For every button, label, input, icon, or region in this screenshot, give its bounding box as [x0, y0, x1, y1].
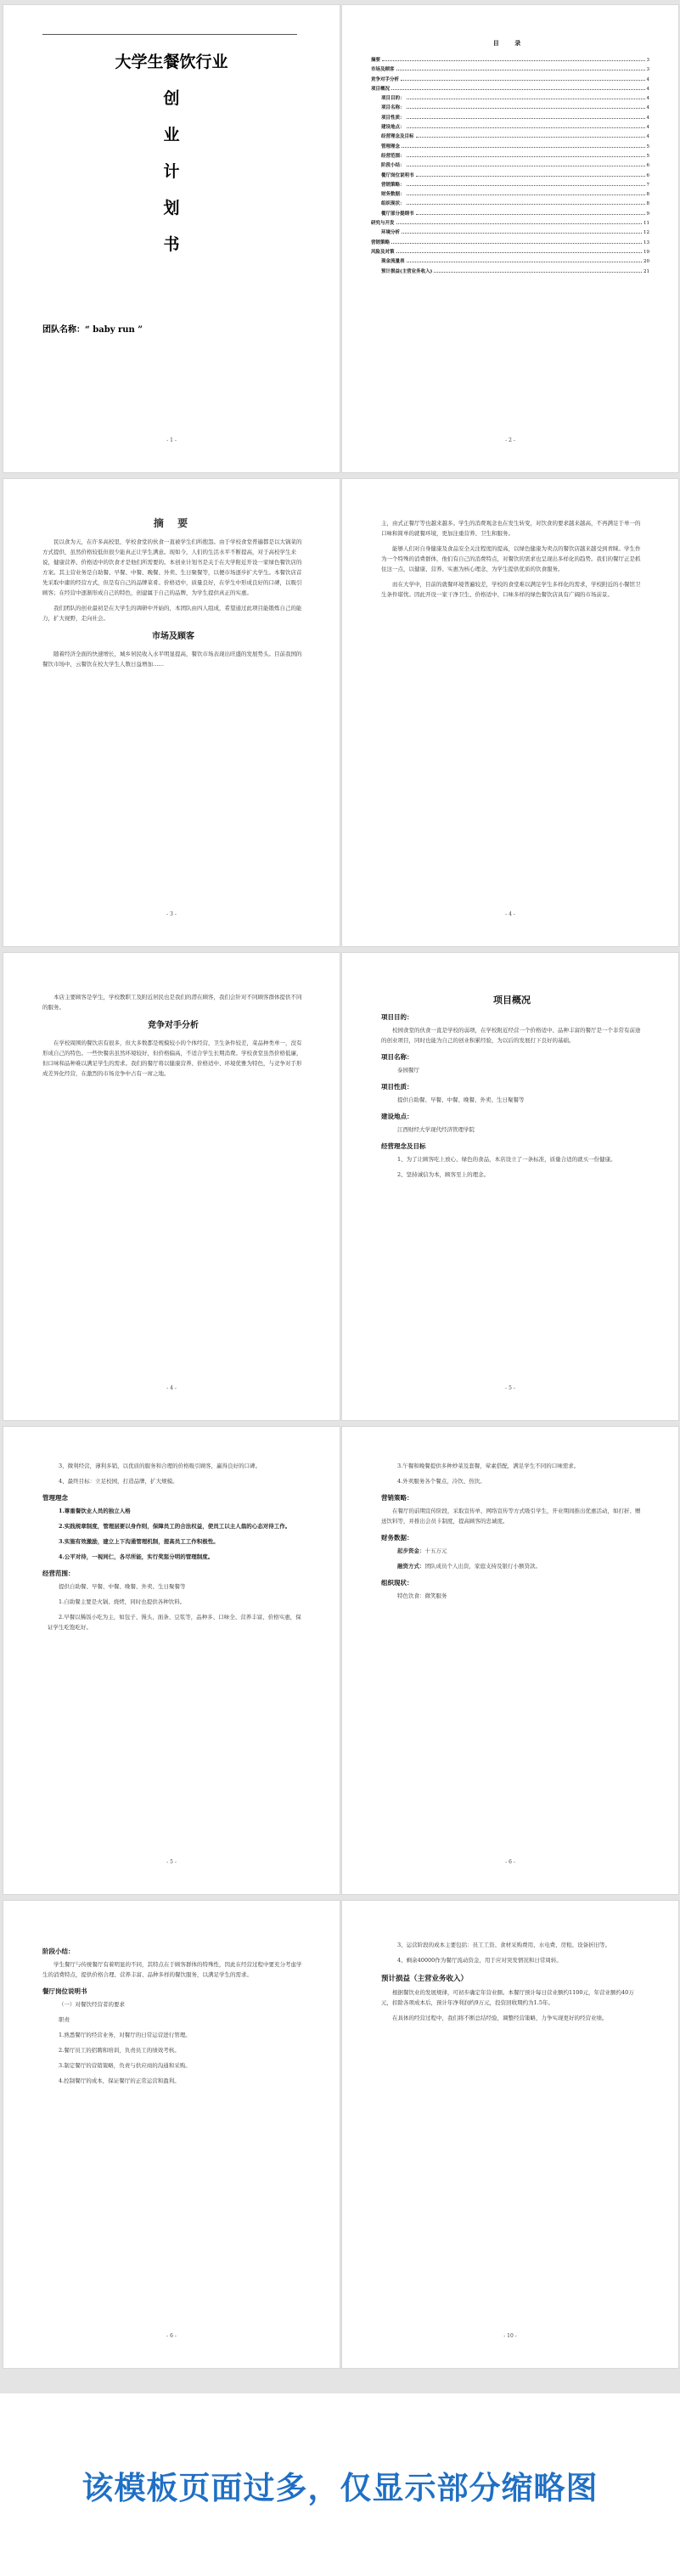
- finance-section: [381, 1461, 643, 1606]
- toc-leader-dots: [407, 118, 645, 119]
- jobs-item: 4.控制餐厅的成本，保证餐厅的正常运营和盈利。: [59, 2077, 180, 2084]
- finance-title: 财务数据：: [381, 1534, 413, 1542]
- page-number: - 5 -: [166, 1859, 177, 1865]
- toc-leader-dots: [391, 243, 642, 244]
- toc-title: 目 录: [492, 39, 528, 47]
- toc-leader-dots: [416, 214, 645, 215]
- toc-entry-label: 摘要: [371, 58, 381, 63]
- toc-entry-page: 13: [643, 240, 649, 245]
- toc-leader-dots: [407, 156, 645, 157]
- abstract-page: [3, 479, 340, 946]
- jobs-duty-label: 职责: [59, 2016, 70, 2023]
- toc-leader-dots: [407, 185, 645, 186]
- page-number: - 4 -: [505, 911, 515, 917]
- page-number: - 3 -: [166, 911, 177, 917]
- forecast-paragraph: 根据餐饮业的发展规律，可初步确定年营业额。本餐厅预计每日营业额约1100元，年营业额约40万元，扣除各项成本后，预计年净利润约9万元，投资回收期约为1.5年。: [381, 1989, 634, 2006]
- toc-entry-label: 研究与开发: [371, 221, 395, 227]
- forecast-section: [381, 1940, 643, 2028]
- toc-leader-dots: [407, 204, 645, 205]
- toc-entry[interactable]: [371, 268, 649, 277]
- cost-item: 4、剩余40000作为餐厅流动资金，用于应对突发情况和日常周转。: [397, 1957, 562, 1964]
- marketing-paragraph: 在餐厅的前期宣传阶段，采取宣传单、网络宣传等方式吸引学生，开业期间推出优惠活动，如打折、赠送饮料等，并推出会员卡制度，提高顾客的忠诚度。: [381, 1508, 641, 1525]
- nature-value: 提供自助餐、早餐、中餐、晚餐、外卖、生日聚餐等: [397, 1096, 525, 1103]
- toc-entry[interactable]: [371, 56, 649, 65]
- toc-entry-label: 项目性质：: [381, 115, 405, 121]
- toc-leader-dots: [401, 80, 644, 81]
- market-title: 市场及顾客: [152, 632, 194, 641]
- toc-entry[interactable]: [371, 200, 649, 209]
- toc-entry[interactable]: [371, 132, 649, 142]
- cover-title-line: 业: [163, 126, 180, 144]
- abstract-paragraph: 民以食为天，在许多高校里，学校食堂的伙食一直被学生们所抱怨。由于学校食堂普遍都是以大锅菜的方式提供，虽然价格较低但很少能真正让学生满意。现如今，人们的生活水平不断提高，对于高校学生来说，健康营养、价格适中的饮食才是他们所需要的。本创业计划书是关于在大学附近开设一家绿色餐饮店的方案。其主营业务是自助餐、早餐、中餐、晚餐、外卖、生日聚餐等，以便市场逐步扩大学生。本餐饮店首先采取中庸的经营方式，但是有自己的品牌菜肴。价格适中，质量良好，在学生中形成良好的口碑，以吸引顾客；在经营中逐渐形成自己的特色，创建属于自己的品牌，为学生提供真正的实惠。: [42, 538, 302, 596]
- table-of-contents: [371, 39, 649, 277]
- toc-entry-label: 经营范围：: [381, 153, 405, 159]
- toc-leader-dots: [391, 89, 644, 90]
- toc-entry[interactable]: [371, 219, 649, 228]
- cover-title-line: 大学生餐饮行业: [115, 53, 228, 71]
- jobs-title: 餐厅岗位说明书: [42, 1987, 87, 1995]
- cover-title-line: 创: [163, 89, 180, 108]
- management-section: [42, 1461, 304, 1637]
- org-value: 特色饮食：微笑服务: [397, 1592, 447, 1599]
- toc-entry-page: 21: [643, 268, 649, 274]
- toc-entry-page: 3: [646, 58, 649, 63]
- scope-item: 1.自助餐主要是火锅、烧烤，同时也提供各种饮料。: [59, 1598, 186, 1605]
- toc-entry-label: 项目目的：: [381, 96, 405, 102]
- team-name: 团队名称：“ baby run ”: [42, 325, 143, 335]
- org-title: 组织现状：: [381, 1579, 413, 1587]
- purpose-label: 项目目的：: [381, 1013, 413, 1021]
- page-number: - 1 -: [166, 437, 177, 443]
- toc-leader-dots: [407, 108, 645, 109]
- management-item: 4.公平对待，一视同仁，各尽所能，实行奖惩分明的管理制度。: [59, 1553, 214, 1560]
- toc-entry-page: 4: [646, 76, 649, 82]
- toc-entry[interactable]: [371, 161, 649, 171]
- scope-item: 4.外卖服务各个餐点，冷饮、热饮。: [397, 1478, 486, 1485]
- page-number: - 2 -: [505, 437, 515, 443]
- overview-section: [381, 987, 643, 1185]
- toc-leader-dots: [396, 223, 642, 224]
- management-item: 3.实施有效激励，建立上下沟通管理机制，提高员工工作积极性。: [59, 1538, 219, 1545]
- page-number: - 6 -: [166, 2333, 177, 2339]
- name-label: 项目名称：: [381, 1053, 413, 1061]
- toc-leader-dots: [402, 147, 644, 148]
- abstract-paragraph: 我们团队的创业最初是在大学生的调研中开始的，本团队由四人组成，希望通过此项目能锻炼自己的能力，扩大视野，走向社会。: [42, 605, 302, 622]
- cost-item: 3、运营阶段的成本主要包括：员工工资、食材采购费用、水电费、房租、设备折旧等。: [397, 1942, 611, 1948]
- toc-leader-dots: [402, 233, 642, 234]
- cover-title-line: 划: [163, 199, 180, 217]
- toc-entry[interactable]: [371, 76, 649, 85]
- market-page: [342, 479, 678, 946]
- toc-entry-label: 项目名称：: [381, 105, 405, 111]
- toc-entry[interactable]: [371, 152, 649, 161]
- jobs-page: [3, 1901, 340, 2368]
- toc-entry-page: 6: [646, 172, 649, 178]
- toc-entry-label: 项目概况: [371, 86, 391, 92]
- finance-item: [386, 1561, 643, 1571]
- toc-entry-page: 3: [646, 67, 649, 73]
- competitor-paragraph: 在学校周围的餐饮店有很多，但大多数都是规模较小的个体经营，卫生条件较差，菜品种类单一，没有形成自己的特色。一些快餐店虽然环境较好，但价格偏高，不适合学生长期消费。学校食堂虽然价格低廉，但口味和品种难以满足学生的需求。我们的餐厅将以健康营养、价格适中、环境优雅为特色，与竞争对手形成差异化经营，在激烈的市场竞争中占有一席之地。: [42, 1040, 302, 1077]
- overview-page: [342, 953, 678, 1420]
- toc-entry[interactable]: [371, 143, 649, 152]
- toc-entry[interactable]: [371, 210, 649, 219]
- management-item: 1.尊重餐饮业人员的独立人格: [59, 1508, 131, 1514]
- forecast-page: [342, 1901, 678, 2368]
- page-number: - 4 -: [166, 1385, 177, 1391]
- toc-list: [371, 56, 649, 277]
- toc-entry-page: 7: [646, 182, 649, 188]
- cover-rule: [42, 34, 297, 35]
- toc-entry-page: 12: [643, 230, 649, 236]
- toc-entry-page: 19: [643, 249, 649, 255]
- toc-entry-label: 财务数据：: [381, 192, 405, 198]
- scope-item: 2.早餐以稀饭小吃为主，如包子、馒头、面条、豆浆等，品种多、口味全、营养丰富、价格实惠，保证学生吃饱吃好。: [48, 1614, 301, 1631]
- toc-entry[interactable]: [371, 172, 649, 181]
- forecast-paragraph: 在具体的经营过程中，我们将不断总结经验，调整经营策略，力争实现更好的经营业绩。: [392, 2015, 608, 2021]
- goal-label: 经营理念及目标: [381, 1142, 426, 1150]
- forecast-title: 预计损益（主营业务收入）: [381, 1975, 469, 1983]
- finance-item-label: 融资方式：: [397, 1563, 425, 1570]
- toc-entry-page: 5: [646, 144, 649, 149]
- toc-entry[interactable]: [371, 181, 649, 190]
- toc-entry-label: 建设地点：: [381, 125, 405, 131]
- toc-entry-page: 6: [646, 163, 649, 169]
- toc-entry-page: 4: [646, 86, 649, 92]
- toc-entry-page: 20: [643, 259, 649, 265]
- summary-paragraph: 学生餐厅与传统餐厅有着明显的不同，其特点在于顾客群体的特殊性，因此在经营过程中要充分考虑学生的消费特点，提供价格合理、营养丰富、品种多样的餐饮服务，以满足学生的需求。: [42, 1961, 302, 1978]
- toc-leader-dots: [416, 176, 645, 177]
- management-title: 管理理念: [42, 1494, 68, 1502]
- abstract-title: 摘 要: [153, 517, 194, 529]
- toc-entry[interactable]: [371, 257, 649, 267]
- scope-title: 经营范围：: [42, 1570, 75, 1577]
- page-number: - 10 -: [503, 2333, 517, 2339]
- cover-title-line: 书: [163, 235, 180, 254]
- toc-entry[interactable]: [371, 228, 649, 238]
- toc-entry[interactable]: [371, 239, 649, 248]
- toc-entry-page: 5: [646, 153, 649, 159]
- toc-entry-page: 4: [646, 96, 649, 102]
- toc-entry[interactable]: [371, 94, 649, 104]
- scope-item: 3.午餐和晚餐提供多种炒菜及套餐，荤素搭配，满足学生不同的口味需求。: [397, 1463, 580, 1469]
- management-page: [3, 1427, 340, 1894]
- location-value: 江西财经大学现代经济管理学院: [397, 1126, 475, 1133]
- cover-title-line: 计: [163, 162, 180, 181]
- competitor-section: [42, 992, 304, 1084]
- toc-leader-dots: [396, 252, 642, 253]
- toc-entry[interactable]: [371, 123, 649, 132]
- competitor-title: 竞争对手分析: [148, 1021, 199, 1030]
- toc-entry-label: 风险及对策: [371, 249, 395, 255]
- toc-leader-dots: [416, 137, 645, 138]
- cover-page: [3, 5, 340, 472]
- jobs-item: 2.餐厅员工的招聘和培训，负责员工的绩效考核。: [59, 2047, 180, 2054]
- jobs-section: [42, 1940, 304, 2091]
- toc-entry[interactable]: [371, 190, 649, 200]
- summary-title: 阶段小结：: [42, 1948, 75, 1955]
- finance-item-value: 十五万元: [424, 1547, 447, 1554]
- toc-entry-page: 8: [646, 192, 649, 198]
- toc-entry-label: 环境分析: [381, 230, 401, 236]
- preview-notice-text: 该模板页面过多，仅显示部分缩略图: [81, 2469, 599, 2506]
- overview-title: 项目概况: [493, 995, 531, 1006]
- toc-entry-page: 4: [646, 105, 649, 111]
- toc-entry-label: 预计损益(主营业务收入): [381, 268, 433, 274]
- marketing-title: 营销策略：: [381, 1494, 413, 1502]
- toc-entry[interactable]: [371, 104, 649, 113]
- competitor-page: [3, 953, 340, 1420]
- location-label: 建设地点：: [381, 1113, 413, 1120]
- name-value: 泰园餐厅: [397, 1067, 419, 1074]
- toc-entry-label: 餐厅岗位说明书: [381, 172, 414, 178]
- market-paragraph: 能够人们对自身健康及食品安全关注程度的提高，以绿色健康为卖点的餐饮店越来越受到青睐。学生作为一个特殊的消费群体，他们有自己的消费特点，对餐饮的需求也呈现出多样化的趋势。我们的餐厅正是抓住这一点，以健康、营养、实惠为核心理念，为学生提供优质的饮食服务。: [381, 545, 641, 572]
- toc-entry[interactable]: [371, 65, 649, 75]
- page-number: - 6 -: [505, 1859, 515, 1865]
- toc-entry-page: 9: [646, 211, 649, 217]
- toc-entry-label: 市场及顾客: [371, 67, 395, 73]
- market-paragraph: 主，由式正餐厅等也越来越多。学生的消费观念也在发生转变，对饮食的要求越来越高，不再满足于单一的口味和简单的就餐环境，更加注重营养、卫生和服务。: [381, 520, 641, 537]
- toc-entry-label: 餐厅部分提纲书: [381, 211, 414, 217]
- goal-item: 3、微利经营，薄利多销，以优质的服务和合理的价格吸引顾客，赢得良好的口碑。: [59, 1463, 261, 1469]
- toc-entry-page: 4: [646, 115, 649, 121]
- toc-entry-page: 4: [646, 125, 649, 131]
- toc-entry-page: 11: [643, 221, 649, 227]
- abstract-section: [42, 518, 304, 674]
- toc-entry[interactable]: [371, 85, 649, 94]
- toc-entry-label: 现金流量表: [381, 259, 405, 265]
- toc-entry-page: 8: [646, 201, 649, 207]
- finance-item: [386, 1546, 643, 1556]
- customer-paragraph: 本店主要顾客是学生，学校教职工及附近居民也是我们的潜在顾客，我们会针对不同顾客群体提供不同的服务。: [42, 994, 302, 1011]
- page-number: - 5 -: [505, 1385, 515, 1391]
- jobs-subtitle: （一）对餐饮经营者的要求: [59, 2001, 125, 2008]
- toc-leader-dots: [407, 127, 645, 128]
- toc-entry-label: 管理理念: [381, 144, 401, 149]
- toc-entry-label: 阶段小结：: [381, 163, 405, 169]
- finance-item-value: 团队成员个人出资，家庭支持及银行小额贷款。: [424, 1563, 541, 1570]
- management-item: 2.实践规章制度，管理层要以身作则，保障员工的合法权益，使员工以主人翁的心态对待工作。: [59, 1523, 291, 1530]
- market-continued: [381, 518, 643, 605]
- toc-leader-dots: [434, 272, 642, 273]
- market-paragraph: 而在大学中，目前的就餐环境普遍较差，学校的食堂难以满足学生多样化的需求，学校附近的小餐馆卫生条件堪忧。因此开设一家干净卫生、价格适中、口味多样的绿色餐饮店具有广阔的市场前景。: [381, 581, 641, 598]
- toc-entry[interactable]: [371, 248, 649, 257]
- toc-entry-label: 竞争对手分析: [371, 76, 400, 82]
- nature-label: 项目性质：: [381, 1083, 413, 1091]
- finance-item-label: 起步资金：: [397, 1547, 425, 1554]
- toc-entry-label: 营销策略: [371, 240, 391, 245]
- market-paragraph: 随着经济全面的快速增长，城乡居民收入水平明显提高，餐饮市场表现出旺盛的发展势头。目前我国的餐饮市场中，云餐饮在校大学生人数日益增加……: [42, 651, 302, 668]
- finance-page: [342, 1427, 678, 1894]
- preview-notice-banner: [0, 2393, 680, 2576]
- toc-entry-label: 营销策略：: [381, 182, 405, 188]
- goal-item: 4、最终目标：立足校园，打造品牌，扩大规模。: [59, 1478, 178, 1485]
- jobs-item: 3.制定餐厅的营销策略，负责与供应商的沟通和采购。: [59, 2062, 191, 2069]
- toc-entry[interactable]: [371, 114, 649, 123]
- scope-intro: 提供自助餐、早餐、中餐、晚餐、外卖、生日聚餐等: [59, 1583, 186, 1590]
- goal-item: 1、为了让顾客吃上放心、绿色的食品，本店设立了一条标准，质量合适的就买一份健康。: [397, 1156, 616, 1163]
- purpose-text: 校园食堂的伙食一直是学校的弱项，在学校附近经营一个价格适中、品种丰富的餐厅是一个非常有前途的创业项目，同时也能为自己的创业积累经验，为以后的发展打下良好的基础。: [381, 1027, 641, 1044]
- toc-entry-page: 4: [646, 134, 649, 140]
- toc-page: [342, 5, 678, 472]
- goal-item: 2、坚持诚信为本，顾客至上的理念。: [397, 1171, 490, 1178]
- toc-leader-dots: [407, 194, 645, 195]
- toc-leader-dots: [382, 60, 644, 61]
- toc-entry-label: 经营理念及目标: [381, 134, 414, 140]
- toc-entry-label: 组织现状：: [381, 201, 405, 207]
- jobs-item: 1.熟悉餐厅的经营业务，对餐厅的日常运营进行管理。: [59, 2032, 191, 2038]
